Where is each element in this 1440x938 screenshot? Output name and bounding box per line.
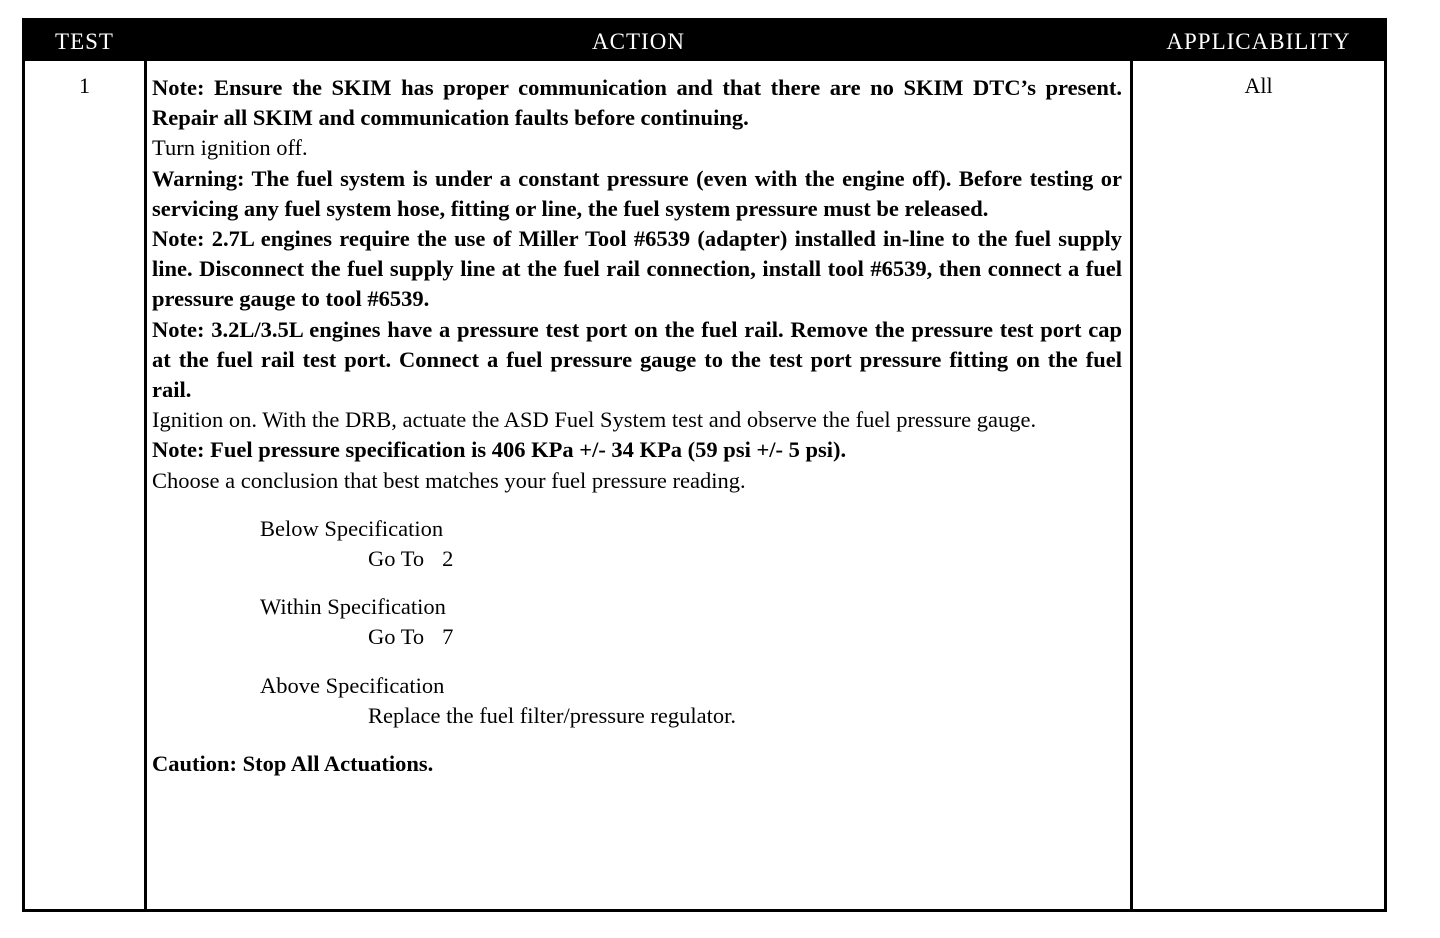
test-number-cell: 1 (79, 73, 90, 98)
applicability-cell: All (1244, 73, 1273, 98)
choice-goto (152, 622, 1122, 652)
warning-fuel-pressure: Warning: The fuel system is under a constant pressure (even with the engine off). Before testing or servicing any fuel system hose, fitting or line, the fuel system pressure must be released. (152, 165, 1122, 221)
choice-label: Above Specification (260, 672, 445, 698)
choice-above-specification (152, 671, 1122, 731)
step-choose-conclusion: Choose a conclusion that best matches your fuel pressure reading. (152, 467, 746, 493)
note-3-2l-3-5l-engines: Note: 3.2L/3.5L engines have a pressure test port on the fuel rail. Remove the pressure test port cap at the fuel rail test port. Connect a fuel pressure gauge to the test port pressure fitting on the fuel rail. (152, 316, 1122, 403)
column-header-applicability: APPLICABILITY (1166, 29, 1351, 54)
caution-stop-actuations: Caution: Stop All Actuations. (152, 751, 434, 777)
step-ignition-off: Turn ignition off. (152, 135, 308, 161)
table-header (25, 21, 1384, 61)
choice-within-specification (152, 592, 1122, 652)
column-divider-test-action (144, 61, 147, 909)
goto-number: 2 (442, 546, 454, 572)
note-skim-communication: Note: Ensure the SKIM has proper communication and that there are no SKIM DTC’s present. Repair all SKIM and communication faults before continuing. (152, 75, 1122, 131)
goto-number: 7 (442, 624, 454, 650)
step-ignition-on-actuate: Ignition on. With the DRB, actuate the ASD Fuel System test and observe the fuel pressure gauge. (152, 407, 1037, 433)
action-cell (152, 73, 1122, 779)
note-fuel-pressure-spec: Note: Fuel pressure specification is 406 KPa +/- 34 KPa (59 psi +/- 5 psi). (152, 437, 847, 463)
choice-label: Within Specification (260, 594, 446, 620)
column-header-action: ACTION (592, 29, 685, 54)
choice-below-specification (152, 514, 1122, 574)
column-divider-action-applicability (1130, 61, 1133, 909)
column-header-test: TEST (55, 29, 114, 54)
note-2-7l-engines: Note: 2.7L engines require the use of Miller Tool #6539 (adapter) installed in-line to the fuel supply line. Disconnect the fuel supply line at the fuel rail connection, install tool #6539, then connect a fuel pressure gauge to tool #6539. (152, 226, 1122, 312)
choice-result: Replace the fuel filter/pressure regulator. (368, 702, 736, 728)
diagnostic-test-table (22, 18, 1387, 912)
goto-text: Go To (368, 546, 425, 572)
choice-goto (152, 544, 1122, 574)
goto-text: Go To (368, 624, 425, 650)
choice-label: Below Specification (260, 515, 444, 541)
